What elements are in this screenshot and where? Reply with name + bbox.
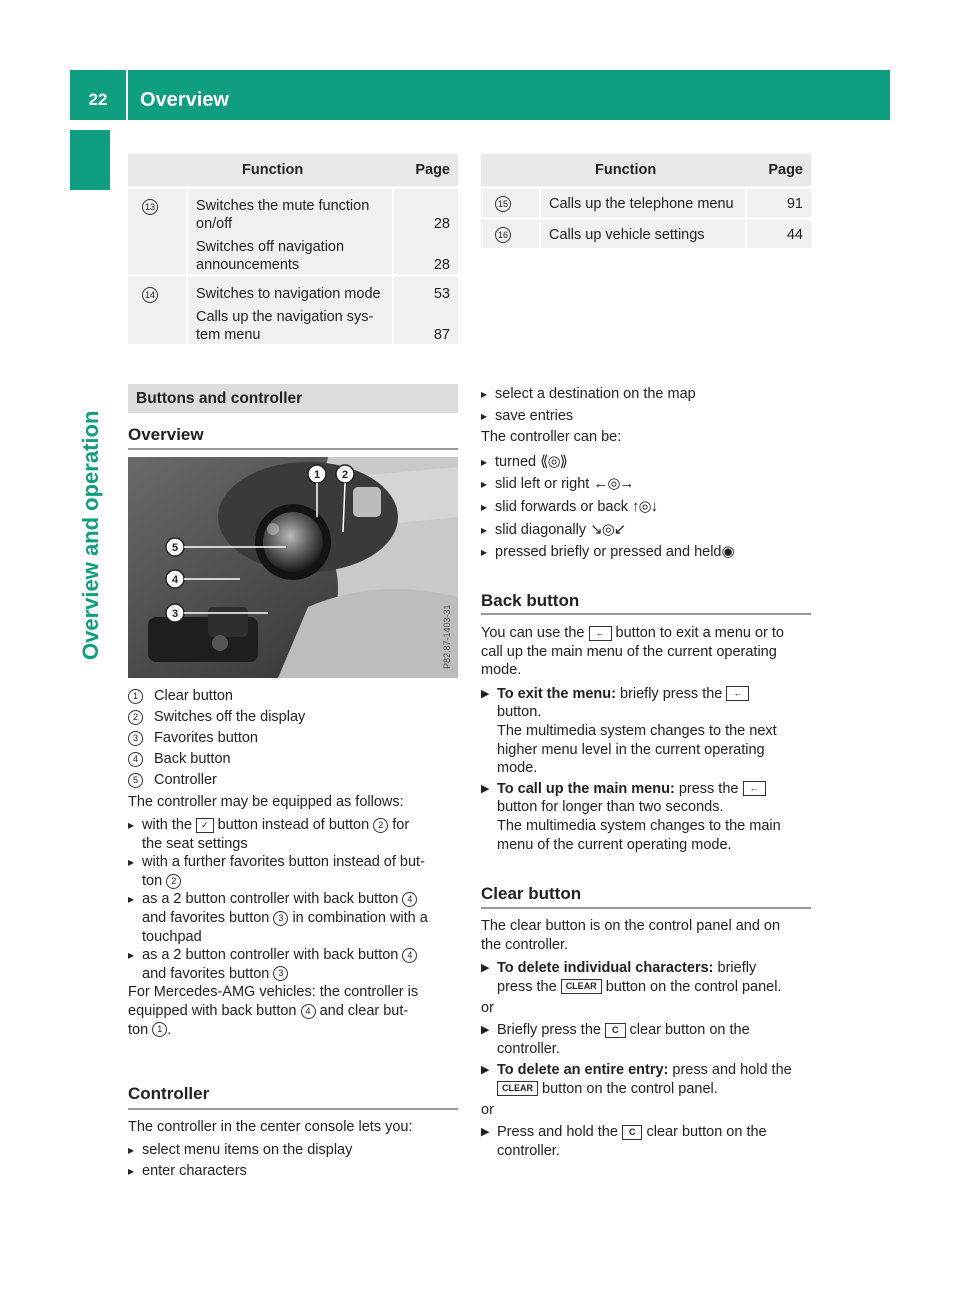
header-divider — [126, 70, 128, 120]
list-item: 1 Clear button — [128, 687, 460, 706]
list-item: 5 Controller — [128, 771, 460, 790]
list-item: ▸ save entries — [481, 407, 813, 426]
list-item: ▸ slid left or right ←◎→ — [481, 475, 813, 494]
section-title: Buttons and controller — [128, 384, 458, 413]
callout-number: 3 — [273, 911, 288, 926]
function-text: on/off — [196, 216, 233, 232]
table-row — [128, 186, 458, 274]
c-key-icon: C — [622, 1125, 643, 1140]
side-tab-label: Overview and operation — [78, 410, 103, 660]
paragraph: or — [481, 1000, 494, 1017]
svg-text:5: 5 — [171, 542, 179, 554]
function-text: announcements — [196, 257, 300, 273]
list-item: ▸ turned ⟪◎⟫ — [481, 453, 813, 472]
heading-rule — [128, 1108, 458, 1110]
back-arrow-icon: ← — [726, 686, 749, 701]
clear-key-icon: CLEAR — [561, 979, 602, 994]
callout-number: 4 — [402, 892, 417, 907]
column-header-function: Function — [539, 154, 747, 186]
column-header-function: Function — [186, 154, 394, 186]
table-header — [128, 154, 458, 186]
svg-text:1: 1 — [313, 469, 321, 481]
table-header — [481, 154, 811, 186]
photo-code: P82.87-1403-31 — [442, 604, 452, 669]
page-ref: 87 — [433, 327, 450, 343]
back-button-text — [481, 624, 813, 854]
paragraph: For Mercedes-AMG vehicles: the controller is equipped with back button 4 and clear but- ton 1 . — [128, 984, 419, 1038]
side-tab-marker — [70, 130, 110, 190]
step-item: ▶ To delete an entire entry: press and hold the CLEAR button on the control panel. — [481, 1061, 813, 1098]
controller-photo — [128, 457, 458, 678]
list-item: ▸ pressed briefly or pressed and held◉ — [481, 543, 813, 562]
list-item: 3 Favorites button — [128, 729, 460, 748]
callout-number: 4 — [301, 1004, 316, 1019]
svg-text:3: 3 — [171, 608, 179, 620]
callout-number: 4 — [128, 752, 143, 767]
step-item: ▶ Briefly press the C clear button on the controller. — [481, 1021, 813, 1058]
table-row — [481, 217, 811, 248]
callout-number: 2 — [373, 818, 388, 833]
step-item: ▶ To exit the menu: briefly press the ← button. The multimedia system changes to the next higher menu level in the current operating mode. — [481, 685, 813, 778]
list-item: ▸ slid diagonally ↘◎↙ — [481, 521, 813, 540]
step-item: ▶ Press and hold the C clear button on the controller. — [481, 1123, 813, 1160]
column-header-page: Page — [747, 154, 811, 186]
item-number: 16 — [495, 227, 511, 243]
heading-rule — [481, 907, 811, 909]
callout-number: 2 — [166, 874, 181, 889]
function-text: Switches off navigation — [196, 239, 345, 255]
paragraph: The controller may be equipped as follows: — [128, 794, 404, 811]
callout-number: 4 — [402, 948, 417, 963]
item-number: 14 — [142, 287, 158, 303]
clear-key-icon: CLEAR — [497, 1081, 538, 1096]
list-item: ▸ as a 2 button controller with back button 4 and favorites button 3 — [128, 946, 460, 983]
table-row — [481, 186, 811, 217]
slide-forward-back-icon: ↑◎↓ — [632, 497, 658, 515]
function-text: Switches the mute function — [196, 198, 370, 214]
clear-button-heading: Clear button — [481, 884, 582, 903]
paragraph: The clear button is on the control panel and on the controller. — [481, 918, 781, 953]
controller-text — [128, 1118, 460, 1181]
list-item: ▸ as a 2 button controller with back button 4 and favorites button 3 in combination with a touchpad — [128, 890, 460, 946]
list-item: ▸ with the ✓ button instead of button 2 for the seat settings — [128, 816, 460, 853]
left-text-column — [128, 684, 460, 1039]
callout-number: 2 — [128, 710, 143, 725]
callout-number: 1 — [152, 1022, 167, 1037]
slide-left-right-icon: ←◎→ — [593, 475, 634, 493]
list-item: 2 Switches off the display — [128, 708, 460, 727]
rotate-controller-icon: ⟪◎⟫ — [540, 452, 567, 470]
list-item: ▸ select menu items on the display — [128, 1141, 460, 1160]
function-text: Switches to navigation mode — [196, 286, 381, 302]
callout-number: 5 — [128, 773, 143, 788]
list-item: ▸ select a destination on the map — [481, 385, 813, 404]
page-ref: 28 — [433, 257, 450, 273]
back-arrow-icon: ← — [743, 781, 766, 796]
svg-text:4: 4 — [171, 574, 179, 586]
c-key-icon: C — [605, 1023, 626, 1038]
item-number: 13 — [142, 199, 158, 215]
callout-number: 3 — [128, 731, 143, 746]
function-text: tem menu — [196, 327, 261, 343]
page-ref: 28 — [433, 216, 450, 232]
slide-diagonal-icon: ↘◎↙ — [590, 520, 626, 538]
page-ref: 91 — [747, 186, 811, 217]
step-item: ▶ To call up the main menu: press the ← button for longer than two seconds. The multimedia system changes to the main menu of the current operating mode. — [481, 780, 813, 854]
list-item: 4 Back button — [128, 750, 460, 769]
list-item: ▸ enter characters — [128, 1162, 460, 1181]
item-number: 15 — [495, 196, 511, 212]
callout-number: 1 — [128, 689, 143, 704]
step-item: ▶ To delete individual characters: briefly press the CLEAR button on the control panel. — [481, 959, 813, 996]
back-arrow-icon: ← — [589, 626, 612, 641]
paragraph: You can use the ← button to exit a menu or to call up the main menu of the current operating mode. — [481, 625, 784, 679]
page-number: 22 — [88, 90, 108, 109]
svg-text:2: 2 — [341, 469, 349, 481]
function-table-left — [128, 154, 458, 344]
table-row — [128, 274, 458, 344]
list-item: ▸ slid forwards or back ↑◎↓ — [481, 498, 813, 517]
overview-heading: Overview — [128, 425, 204, 444]
column-header-page: Page — [394, 154, 458, 186]
heading-rule — [128, 448, 458, 450]
controller-heading: Controller — [128, 1084, 210, 1103]
page-title: Overview — [140, 89, 229, 111]
paragraph: or — [481, 1102, 494, 1119]
seat-settings-icon: ✓ — [196, 818, 214, 833]
press-controller-icon: ◉ — [721, 543, 734, 561]
list-item: ▸ with a further favorites button instead of but- ton 2 — [128, 853, 460, 890]
clear-button-text — [481, 917, 813, 1160]
heading-rule — [481, 613, 811, 615]
page-ref: 53 — [433, 286, 450, 302]
function-text: Calls up the telephone menu — [539, 186, 747, 217]
callout-number: 3 — [273, 966, 288, 981]
paragraph: The controller in the center console lets you: — [128, 1119, 413, 1135]
function-text: Calls up vehicle settings — [539, 217, 747, 248]
back-button-heading: Back button — [481, 591, 580, 610]
right-text-column — [481, 385, 813, 562]
function-table-right — [481, 154, 811, 248]
paragraph: The controller can be: — [481, 429, 622, 446]
page-ref: 44 — [747, 217, 811, 248]
function-text: Calls up the navigation sys- — [196, 309, 374, 325]
